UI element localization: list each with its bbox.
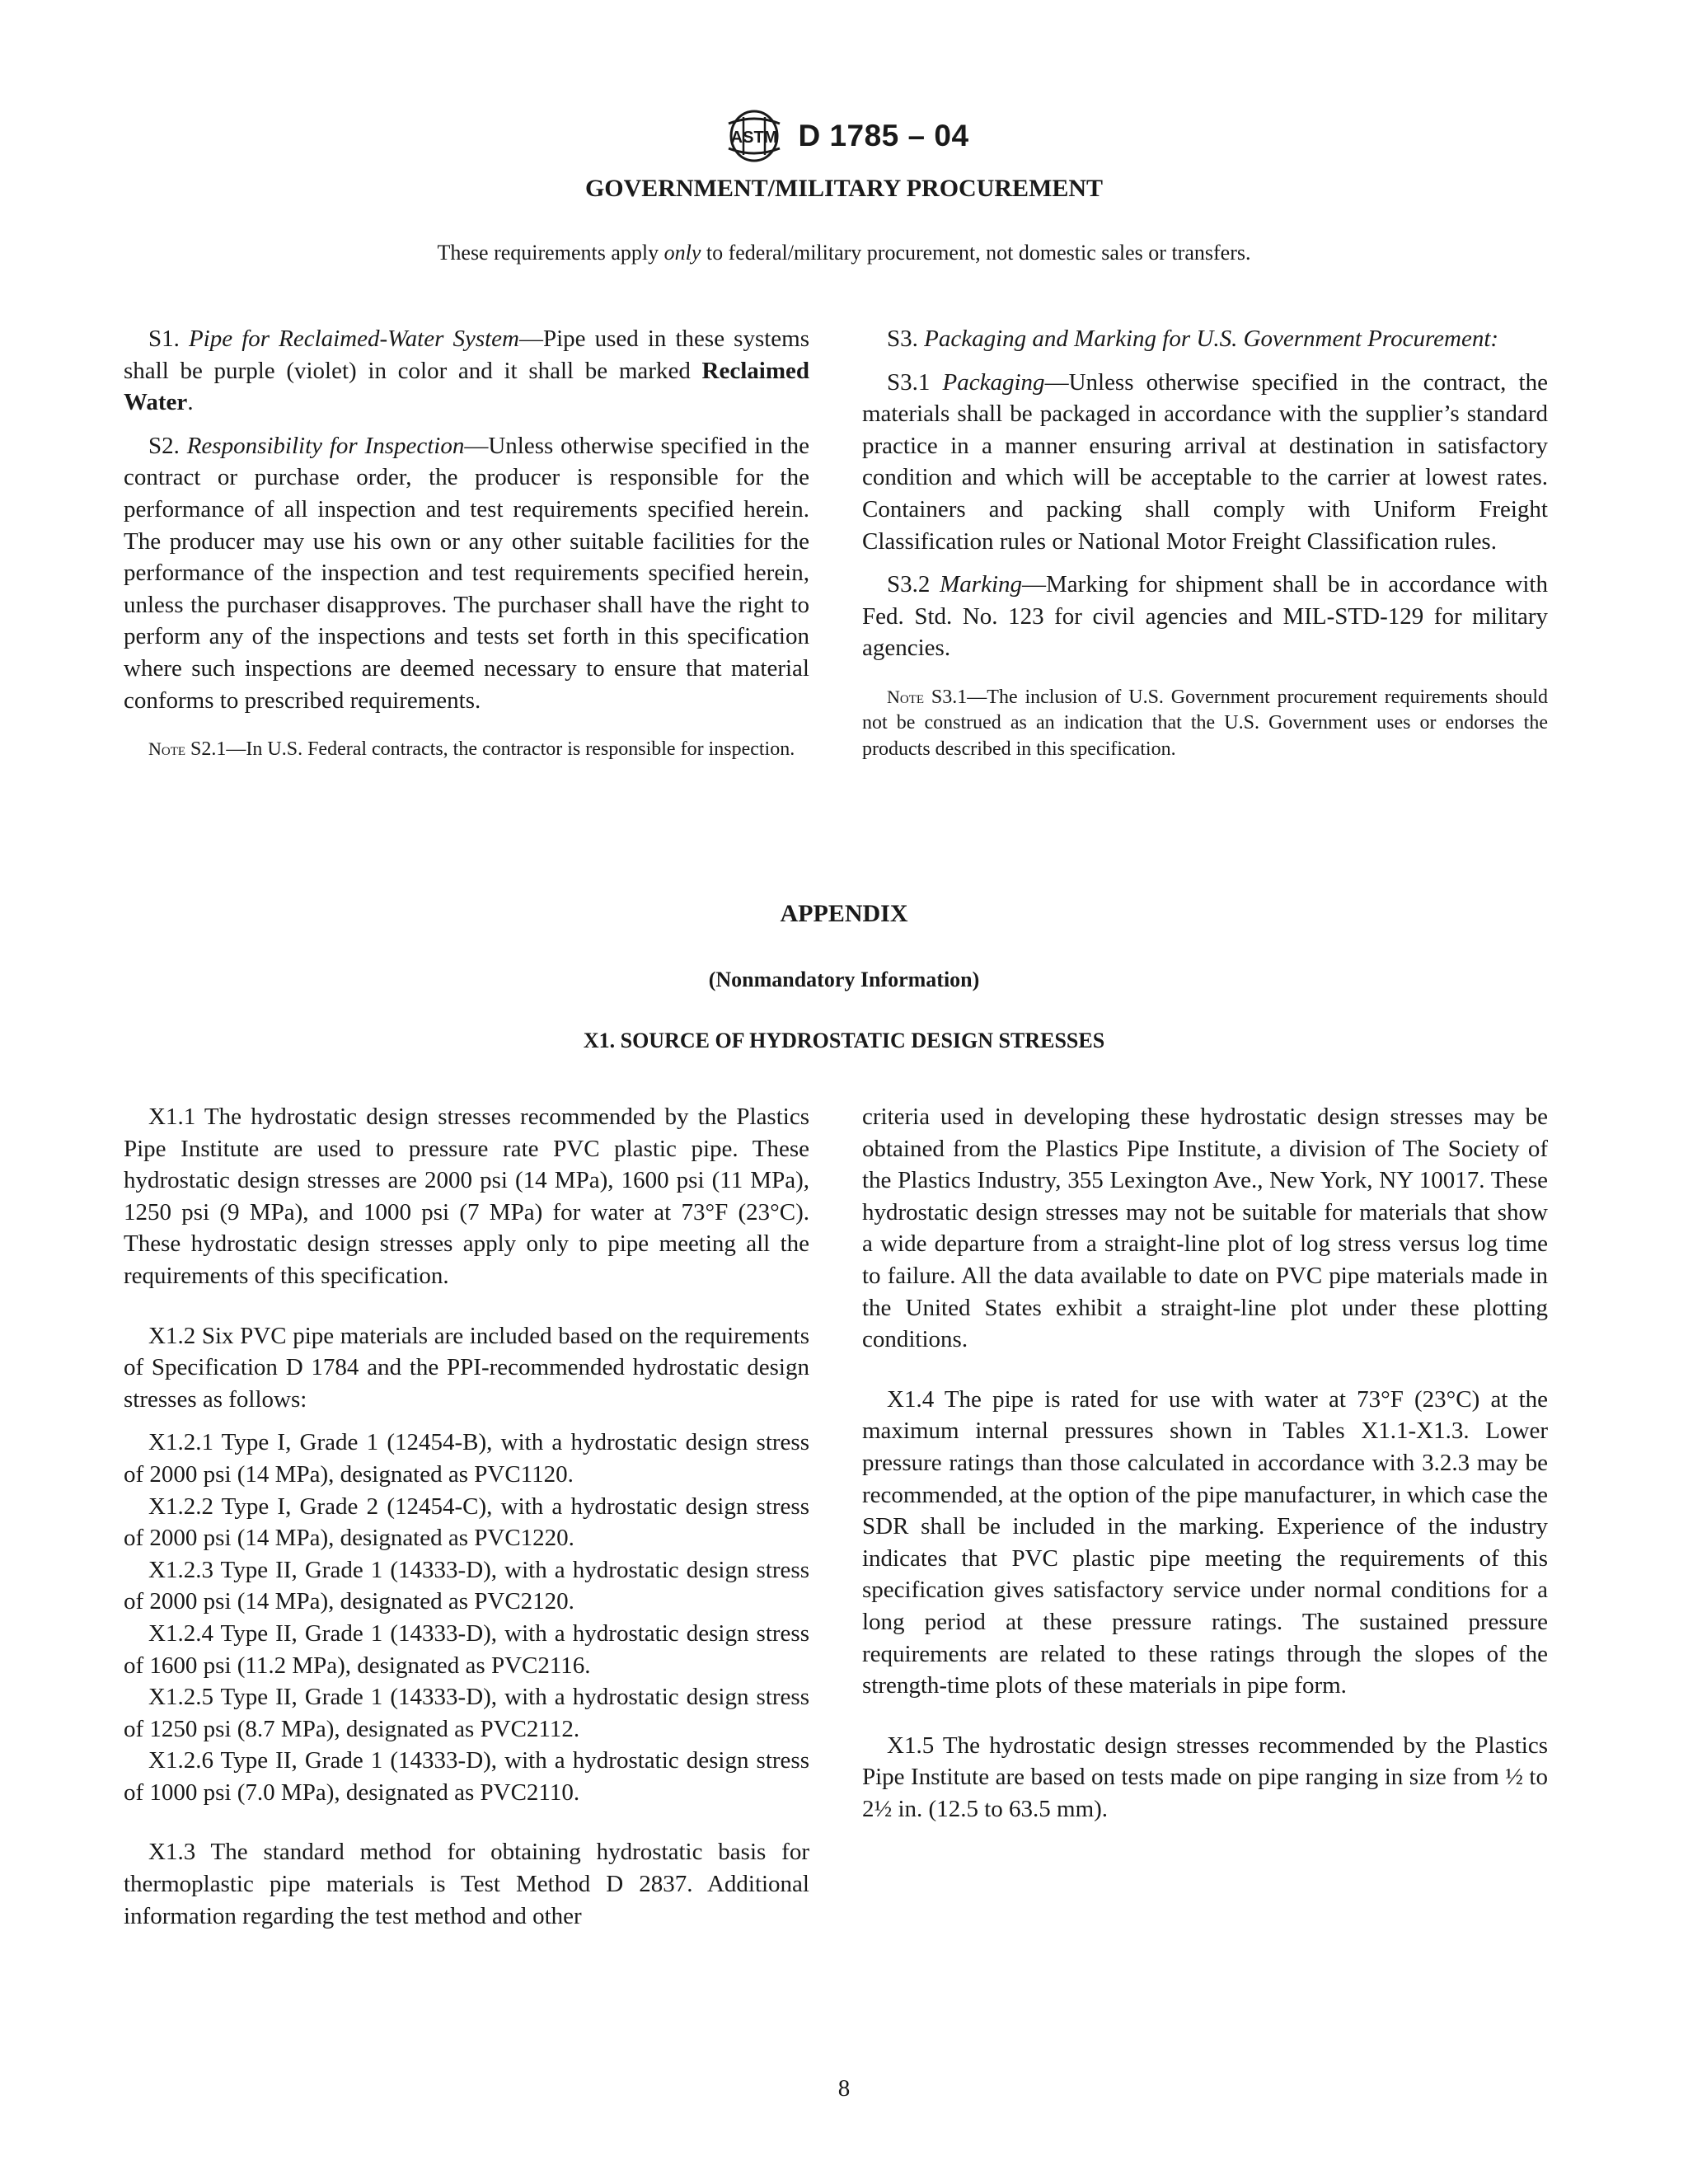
paragraph-s3-1: S3.1 Packaging—Unless otherwise specified in the contract, the materials shall be packaged in accordance with the supplier’s standard practice in a manner ensuring arrival at destination in satisfactory condition and which will be acceptable to the carrier at lowest rates. Containers and packing shall comply with Uniform Freight Classification rules or National Motor Freight Classification rules. xyxy=(862,368,1548,555)
svg-text:ASTM: ASTM xyxy=(731,129,778,147)
paragraph-x1-3-continued: criteria used in developing these hydrostatic design stresses may be obtained from the Plastics Pipe Institute, a division of The Society of the Plastics Industry, 355 Lexington Ave., New York, NY 10017. These hydrostatic design stresses may not be suitable for materials that show a wide departure from a straight-line plot of log stress versus log time to failure. All the data available to date on PVC pipe materials made in the United States exhibit a straight-line plot under these plotting conditions. xyxy=(862,1104,1548,1353)
list-item-x1-2-3: X1.2.3 Type II, Grade 1 (14333-D), with a hydrostatic design stress of 2000 psi (14 MPa), designated as PVC2120. xyxy=(124,1556,809,1615)
appendix-left-column xyxy=(124,1101,809,1932)
paragraph-x1-1: X1.1 The hydrostatic design stresses recommended by the Plastics Pipe Institute are used to pressure rate PVC plastic pipe. These hydrostatic design stresses are 2000 psi (14 MPa), 1600 psi (11 MPa), 1250 psi (9 MPa), and 1000 psi (7 MPa) for water at 73°F (23°C). These hydrostatic design stresses apply only to pipe meeting all the requirements of this specification. xyxy=(124,1104,809,1289)
paragraph-x1-2: X1.2 Six PVC pipe materials are included based on the requirements of Specification D 1784 and the PPI-recommended hydrostatic design stresses as follows: xyxy=(124,1322,809,1413)
note-s3-1: Note S3.1—The inclusion of U.S. Government procurement requirements should not be construed as an indication that the U.S. Government uses or endorses the products described in this specification. xyxy=(862,686,1548,760)
page-header xyxy=(0,109,1688,163)
standard-designation: D 1785 – 04 xyxy=(798,119,969,152)
list-item-x1-2-6: X1.2.6 Type II, Grade 1 (14333-D), with a hydrostatic design stress of 1000 psi (7.0 MPa), designated as PVC2110. xyxy=(124,1747,809,1806)
list-item-x1-2-5: X1.2.5 Type II, Grade 1 (14333-D), with a hydrostatic design stress of 1250 psi (8.7 MPa), designated as PVC2112. xyxy=(124,1684,809,1742)
list-item-x1-2-4: X1.2.4 Type II, Grade 1 (14333-D), with a hydrostatic design stress of 1600 psi (11.2 MPa), designated as PVC2116. xyxy=(124,1619,809,1679)
supplementary-intro: These requirements apply only to federal/military procurement, not domestic sales or transfers. xyxy=(437,241,1251,265)
paragraph-s3: S3. Packaging and Marking for U.S. Government Procurement: xyxy=(887,326,1499,352)
list-item-x1-2-1: X1.2.1 Type I, Grade 1 (12454-B), with a hydrostatic design stress of 2000 psi (14 MPa), designated as PVC1120. xyxy=(124,1429,809,1488)
paragraph-s3-2: S3.2 Marking—Marking for shipment shall be in accordance with Fed. Std. No. 123 for civil agencies and MIL-STD-129 for military agencies. xyxy=(862,571,1548,662)
list-item-x1-2-2: X1.2.2 Type I, Grade 2 (12454-C), with a hydrostatic design stress of 2000 psi (14 MPa), designated as PVC1220. xyxy=(124,1493,809,1552)
supplementary-right-column xyxy=(862,323,1548,762)
page-number: 8 xyxy=(837,2075,851,2102)
astm-logo-icon xyxy=(719,109,790,163)
paragraph-x1-4: X1.4 The pipe is rated for use with water at 73°F (23°C) at the maximum internal pressures shown in Tables X1.1-X1.3. Lower pressure ratings than those calculated in accordance with 3.2.3 may be recommended, at the option of the pipe manufacturer, in which case the SDR shall be included in the marking. Experience of the industry indicates that PVC plastic pipe meeting the requirements of this specification gives satisfactory service under normal conditions for a long period at these pressure ratings. The sustained pressure requirements are related to these ratings through the slopes of the strength-time plots of these materials in pipe form. xyxy=(862,1385,1548,1699)
paragraph-s2: S2. Responsibility for Inspection—Unless otherwise specified in the contract or purchase order, the producer is responsible for the performance of all inspection and test requirements specified herein. The producer may use his own or any other suitable facilities for the performance of the inspection and test requirements specified herein, unless the purchaser disapproves. The purchaser shall have the right to perform any of the inspections and tests set forth in this specification where such inspections are deemed necessary to ensure that material conforms to prescribed requirements. xyxy=(124,432,809,714)
appendix-title: APPENDIX xyxy=(780,900,908,927)
paragraph-x1-3-start: X1.3 The standard method for obtaining hydrostatic basis for thermoplastic pipe materials is Test Method D 2837. Additional information regarding the test method and other xyxy=(124,1839,809,1929)
appendix-section-title: X1. SOURCE OF HYDROSTATIC DESIGN STRESSES xyxy=(583,1029,1105,1052)
note-s2-1: Note S2.1—In U.S. Federal contracts, the contractor is responsible for inspection. xyxy=(148,738,795,761)
paragraph-x1-5: X1.5 The hydrostatic design stresses recommended by the Plastics Pipe Institute are based on tests made on pipe ranging in size from ½ to 2½ in. (12.5 to 63.5 mm). xyxy=(862,1732,1548,1822)
appendix-subtitle: (Nonmandatory Information) xyxy=(708,968,980,991)
supplementary-left-column xyxy=(124,323,809,763)
supplementary-title: GOVERNMENT/MILITARY PROCUREMENT xyxy=(584,175,1104,202)
appendix-right-column xyxy=(862,1101,1548,1825)
paragraph-s1: S1. Pipe for Reclaimed-Water System—Pipe used in these systems shall be purple (violet) in color and it shall be marked Reclaimed Water. xyxy=(124,326,809,416)
